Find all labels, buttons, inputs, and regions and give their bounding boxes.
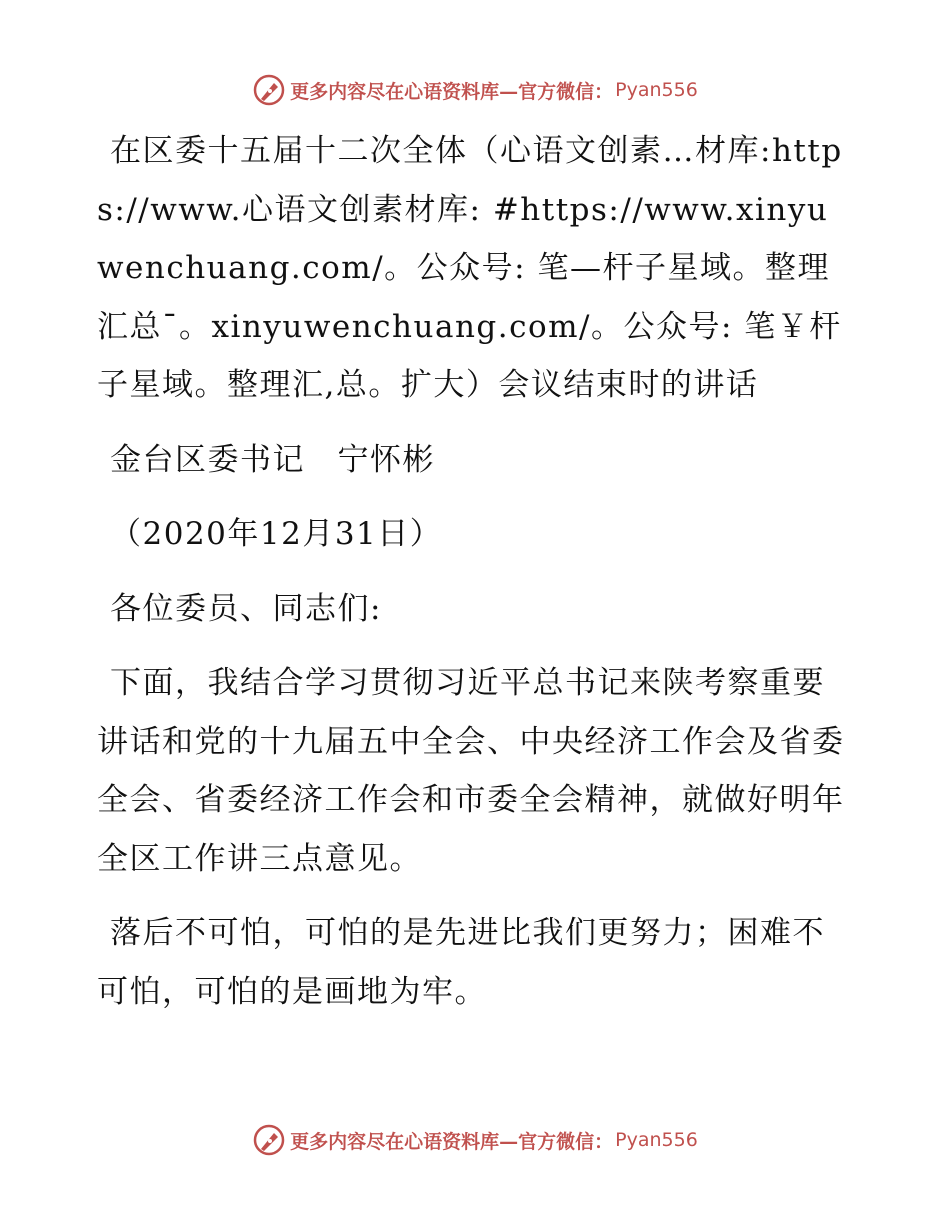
document-body [97, 122, 852, 1037]
document-salutation: 各位委员、同志们: [110, 590, 382, 627]
header-banner [0, 70, 950, 110]
banner-wechat-id: Pyan556 [615, 79, 698, 101]
footer-banner [0, 1120, 950, 1160]
pen-nib-logo-icon [252, 1123, 286, 1157]
document-author: 金台区委书记 宁怀彬 [110, 441, 435, 478]
body-paragraph: 下面，我结合学习贯彻习近平总书记来陕考察重要讲话和党的十九届五中全会、中央经济工作会及省委全会、省委经济工作会和市委全会精神，就做好明年全区工作讲三点意见。 [97, 665, 845, 877]
banner-text: 更多内容尽在心语资料库—官方微信： [290, 80, 614, 103]
document-date: （2020年12月31日） [110, 516, 443, 552]
pen-nib-logo-icon [252, 73, 286, 107]
banner-wechat-id: Pyan556 [615, 1129, 698, 1151]
body-paragraph: 落后不可怕，可怕的是先进比我们更努力；困难不可怕，可怕的是画地为牢。 [97, 915, 825, 1010]
banner-text: 更多内容尽在心语资料库—官方微信： [290, 1130, 614, 1153]
document-title: 在区委十五届十二次全体（心语文创素…材库:https://www.心语文创素材库: #https://www.xinyuwenchuang.com/。公众号: 笔—杆子星域。整理汇总¯。xinyuwenchuang.com/。公众号: 笔￥杆子星域。整理汇,总。扩大）会议结束时的讲话 [97, 133, 843, 403]
